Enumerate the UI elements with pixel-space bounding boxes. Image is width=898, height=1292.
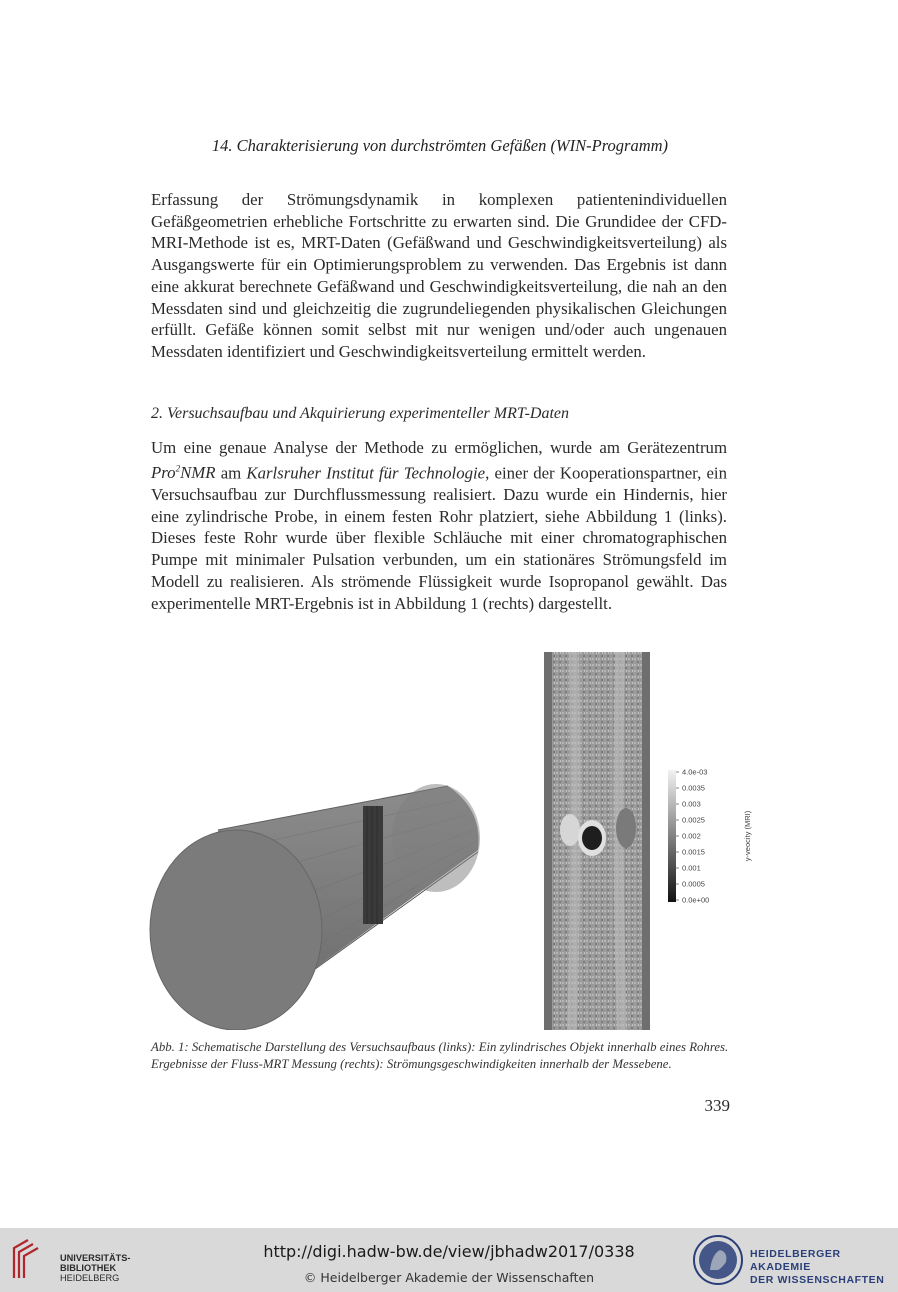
footer-bar (0, 1228, 898, 1292)
colorbar-tick-label: 0.002 (682, 831, 701, 841)
colorbar-tick-label: 0.0005 (682, 879, 705, 889)
body-paragraph-1: Erfassung der Strömungsdynamik in komplexen patientenindividuellen Gefäßgeometrien erhebliche Fortschritte zu erwarten sind. Die Grundidee der CFD-MRI-Methode ist es, MRT-Daten (Gefäßwand und Geschwindigkeitsverteilung) als Ausgangswerte für ein Optimierungsproblem zu verwenden. Das Ergebnis ist dann eine akkurat berechnete Gefäßwand und Geschwindigkeitsverteilung, die nah an den Messdaten sind und gleichzeitig die zugrundeliegenden physikalischen Gleichungen erfüllt. Gefäße können somit selbst mit nur wenigen und/oder auch ungenauen Messdaten identifiziert und Geschwindigkeitsverteilung ermittelt werden. (151, 190, 727, 361)
running-header: 14. Charakterisierung von durchströmten Gefäßen (WIN-Programm) (211, 136, 669, 155)
colorbar-tick-label: 0.0e+00 (682, 895, 710, 905)
colorbar-tick-label: 0.001 (682, 863, 701, 873)
ub-logo-line-2: BIBLIOTHEK (60, 1263, 117, 1273)
colorbar-tick-label: 0.0025 (682, 815, 705, 825)
institute-name: Karlsruher Institut für Technologie (246, 463, 486, 483)
org-name: Pro$^2$NMR (151, 463, 216, 483)
mrt-velocity-image (544, 652, 650, 1030)
velocity-colorbar (666, 768, 758, 908)
colorbar-tick-label: 4.0e-03 (682, 768, 708, 777)
mrt-velocity-map (544, 652, 650, 1030)
academy-seal-icon (692, 1234, 744, 1286)
academy-logo-line-2: DER WISSENSCHAFTEN (750, 1274, 885, 1286)
ub-logo-line-1: UNIVERSITÄTS- (60, 1253, 131, 1263)
colorbar-tick-label: 0.003 (682, 799, 701, 809)
colorbar-axis-label: y-veocity (MRI) (743, 810, 752, 862)
academy-logo-line-1: HEIDELBERGER AKADEMIE (750, 1248, 841, 1273)
colorbar-tick-label: 0.0035 (682, 783, 705, 793)
academy-logo[interactable] (692, 1234, 892, 1286)
body-paragraph-2: Um eine genaue Analyse der Methode zu ermöglichen, wurde am Gerätezentrum Pro$^2$NMR am Karlsruher Institut für Technologie, einer der Kooperationspartner, ein Versuchsaufbau zur Durchflussmessung realisiert. Dazu wurde ein Hindernis, hier eine zylindrische Probe, in einem festen Rohr platziert, siehe Abbildung 1 (links). Dieses feste Rohr wurde über flexible Schläuche mit einer chromatographischen Pumpe mit minimaler Pulsation verbunden, um ein stationäres Strömungsfeld im Modell zu realisieren. Als strömende Flüssigkeit wurde Isopropanol gewählt. Das experimentelle MRT-Ergebnis ist in Abbildung 1 (rechts) dargestellt. (151, 438, 727, 613)
cylinder-schematic-image (148, 780, 488, 1030)
colorbar-tick-label: 0.0015 (682, 847, 705, 857)
paragraph-2-text-end: , einer der Kooperationspartner, ein Versuchsaufbau zur Durchflussmessung realisiert. Dazu wurde ein Hindernis, hier eine zylindrische Probe, in einem festen Rohr platziert, siehe Abbildung 1 (links). Dieses feste Rohr wurde über flexible Schläuche mit einer chromatographischen Pumpe mit minimaler Pulsation verbunden, um ein stationäres Strömungsfeld im Modell zu realisieren. Als strömende Flüssigkeit wurde Isopropanol gewählt. Das experimentelle MRT-Ergebnis ist in Abbildung 1 (rechts) dargestellt. (151, 463, 727, 613)
document-url-link[interactable]: http://digi.hadw-bw.de/view/jbhadw2017/0338 (263, 1242, 635, 1261)
section-heading: 2. Versuchsaufbau und Akquirierung experimenteller MRT-Daten (151, 405, 569, 422)
figure-caption: Abb. 1: Schematische Darstellung des Versuchsaufbaus (links): Ein zylindrisches Objekt innerhalb eines Rohres. Ergebnisse der Fluss-MRT Messung (rechts): Strömungsgeschwindigkeiten innerhalb der Messebene. (151, 1040, 729, 1071)
copyright-notice: © Heidelberger Akademie der Wissenschaften (303, 1270, 595, 1285)
paragraph-2-text-start: Um eine genaue Analyse der Methode zu ermöglichen, wurde am Gerätezentrum (151, 438, 727, 457)
page-number: 339 (704, 1096, 730, 1115)
ub-logo-line-3: HEIDELBERG (60, 1273, 120, 1283)
